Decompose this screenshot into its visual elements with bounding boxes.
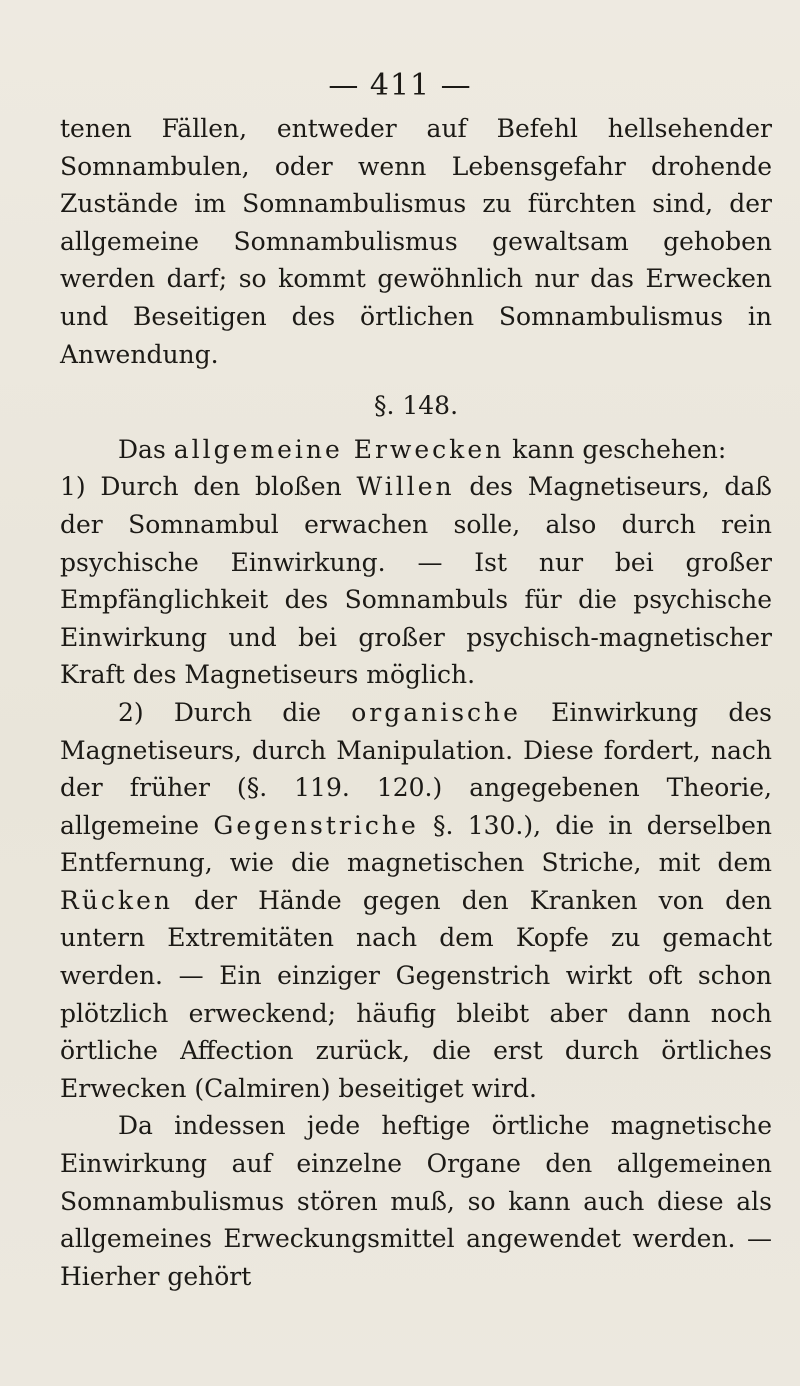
intro-lead: Das <box>118 434 166 464</box>
item-1-text: des Magnetiseurs, daß der Somnambul erwachen solle, also durch rein psychische Einwirkung. — Ist nur bei großer Empfänglichkeit des Somnambuls für die psychische Einwirkung und bei großer psychisch-magnetischer Kraft des Magnetiseurs möglich. <box>60 472 773 690</box>
item-2-emphasis: organische <box>351 697 521 727</box>
item-1-prefix: 1) Durch den bloßen <box>60 472 342 502</box>
section-heading: §. 148. <box>373 391 459 421</box>
item-1-emphasis: Willen <box>356 472 455 502</box>
item-2-emphasis-3: Rücken <box>60 885 173 915</box>
page-number-header: — 411 — <box>328 68 472 103</box>
item-2-emphasis-2: Gegenstriche <box>213 810 419 840</box>
item-1 <box>60 468 772 694</box>
item-2-text: der Hände gegen den Kranken von den untern Extremitäten nach dem Kopfe zu gemacht werden. — Ein einziger Gegenstrich wirkt oft schon plötzlich erweckend; häufig bleibt aber dann noch örtliche Affection zurück, die erst durch örtliches Erwecken (Calmiren) beseitiget wird. <box>60 885 772 1103</box>
closing-paragraph: Da indessen jede heftige örtliche magnetische Einwirkung auf einzelne Organe den allgemeinen Somnambulismus stören muß, so kann auch diese als allgemeines Erweckungsmittel angewendet werden. — Hierher gehört <box>60 1111 772 1291</box>
section-intro <box>60 431 772 469</box>
paragraph-continuation: tenen Fällen, entweder auf Befehl hellsehender Somnambulen, oder wenn Lebensgefahr drohende Zustände im Somnambulismus zu fürchten sind, der allgemeine Somnambulismus gewaltsam gehoben werden darf; so kommt gewöhnlich nur das Erwecken und Beseitigen des örtlichen Somnambulismus in Anwendung. <box>60 114 772 369</box>
intro-rest: kann geschehen: <box>512 434 727 464</box>
item-2-middle: Einwirkung des Magnetiseurs, durch Manipulation. Diese fordert, nach der früher (§. 119. 120.) angegebenen Theorie, allgemeine <box>60 697 772 840</box>
item-2-middle-2: §. 130.), die in derselben Entfernung, wie die magnetischen Striche, mit dem <box>60 810 773 878</box>
item-2 <box>60 694 772 1108</box>
item-2-prefix: 2) Durch die <box>118 697 322 727</box>
intro-spaced-phrase: allgemeine Erwecken <box>173 434 505 464</box>
body-text <box>60 110 772 1295</box>
